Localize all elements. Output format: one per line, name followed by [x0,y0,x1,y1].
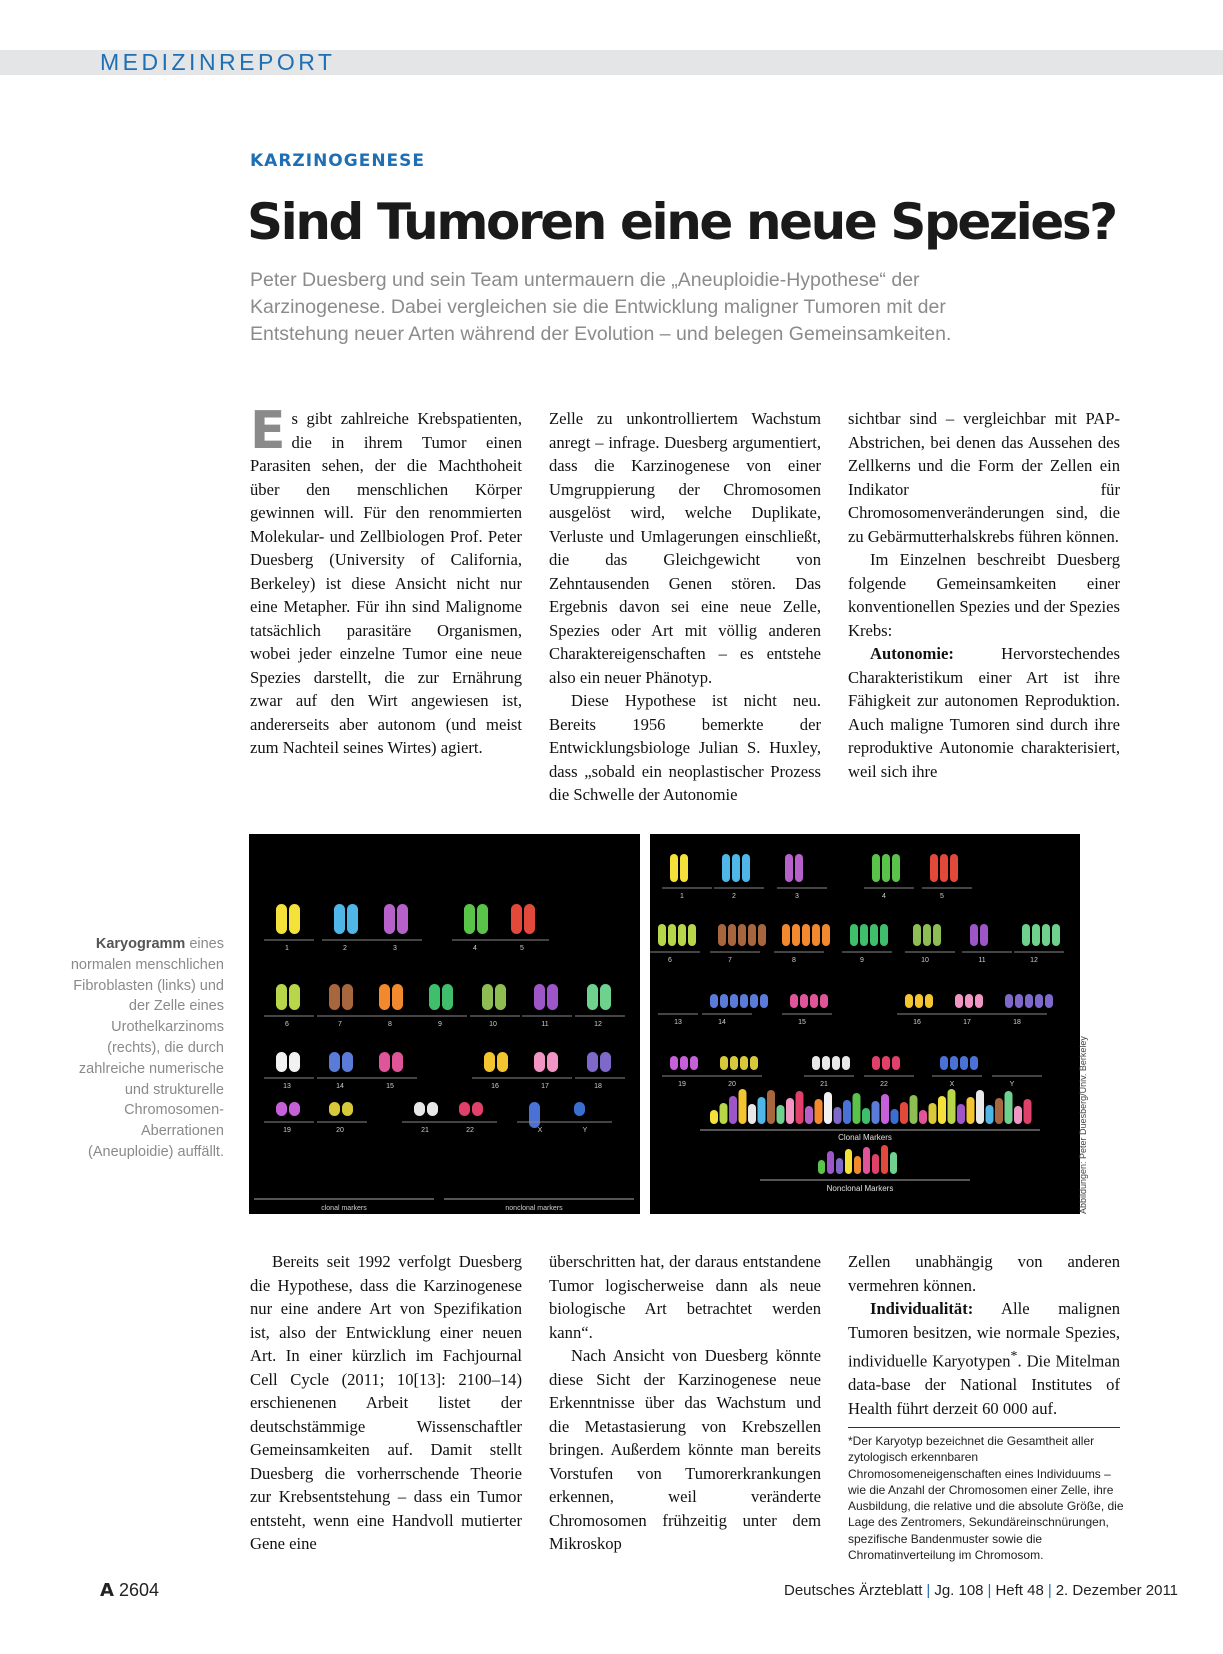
chromosome-shape [392,984,403,1010]
paragraph: Diese Hypothese ist nicht neu. Bereits 1956 bemerkte der Entwicklungsbiologe Julian S. Huxley, dass „sobald ein neoplastischer Prozess die Schwelle der Autonomie [549,691,821,804]
chromosome-shape [930,854,938,882]
chromosome-shape [740,994,748,1008]
marker-chromosome [948,1089,956,1124]
image-credit: Abbildungen: Peter Duesberg/Univ. Berkeley [1078,1036,1088,1214]
chromosome-shape [414,1102,425,1116]
issue-date: 2. Dezember 2011 [1055,1582,1179,1599]
chromosome-shape [379,1052,390,1072]
chromosome-shape [442,984,453,1010]
chromosome-shape [810,994,818,1008]
nonclonal-markers-label: Nonclonal Markers [826,1184,894,1193]
chromosome-shape [587,984,598,1010]
chromosome-label: 14 [718,1019,726,1026]
chromosome-label: 5 [520,945,524,952]
body-column-1 [250,401,522,760]
chromosome-label: 17 [963,1019,971,1026]
marker-chromosome [834,1107,842,1124]
chromosome-shape [534,984,545,1010]
marker-chromosome [986,1105,994,1124]
chromosome-label: 12 [594,1021,602,1028]
marker-chromosome [777,1105,785,1124]
chromosome-shape [820,994,828,1008]
chromosome-shape [790,994,798,1008]
chromosome-shape [748,924,756,946]
chromosome-label: 5 [940,893,944,900]
marker-chromosome [910,1095,918,1124]
marker-chromosome [845,1149,852,1174]
marker-chromosome [710,1110,718,1124]
chromosome-shape [600,984,611,1010]
chromosome-shape [950,1056,958,1070]
chromosome-label: 9 [438,1021,442,1028]
chromosome-shape [738,924,746,946]
chromosome-shape [785,854,793,882]
marker-chromosome [748,1104,756,1124]
marker-chromosome [881,1094,889,1124]
marker-chromosome [796,1091,804,1124]
chromosome-shape [812,924,820,946]
chromosome-shape [892,854,900,882]
marker-chromosome [863,1147,870,1174]
chromosome-shape [892,1056,900,1070]
marker-chromosome [720,1103,728,1124]
chromosome-shape [822,924,830,946]
chromosome-shape [276,904,287,934]
marker-chromosome [919,1110,927,1124]
paragraph: Bereits seit 1992 verfolgt Duesberg die Hypothese, dass die Karzinogenese nur eine andere Art von Spezifikation ist, also der Entwicklung einer neuen Art. In einer kürzlich im Fachjournal Cell Cycle (2011; 10[13]: 2100–14) erschienenen Arbeit listet der deutschstämmige Wissenschaftler Gemeinsamkeiten auf. Damit stellt Duesberg die vorherrschende Theorie zur Krebsentstehung – dass ein Tumor entsteht, wenn eine Handvoll mutierter Gene eine [250,1252,522,1553]
chromosome-label: 16 [491,1083,499,1090]
drop-cap: E [250,401,286,461]
chromosome-shape [459,1102,470,1116]
chromosome-label: 13 [283,1083,291,1090]
chromosome-shape [870,924,878,946]
chromosome-shape [511,904,522,934]
chromosome-label: 11 [978,957,986,964]
chromosome-label: X [537,1127,543,1134]
chromosome-shape [722,854,730,882]
chromosome-shape [678,924,686,946]
chromosome-label: 2 [343,945,347,952]
chromosome-shape [1052,924,1060,946]
marker-chromosome [739,1089,747,1124]
chromosome-shape [276,984,287,1010]
chromosome-shape [720,1056,728,1070]
chromosome-shape [574,1102,585,1116]
marker-chromosome [1014,1106,1022,1124]
chromosome-shape [832,1056,840,1070]
chromosome-shape [289,1052,300,1072]
marker-chromosome [836,1158,843,1174]
chromosome-shape [980,924,988,946]
chromosome-shape [690,1056,698,1070]
chromosome-shape [750,1056,758,1070]
paragraph: Im Einzelnen beschreibt Duesberg folgende Gemeinsamkeiten einer konventionellen Spezies und der Spezies Krebs: [848,550,1120,640]
paragraph-text: . Die Mitelman data-base der National Institutes of Health führt derzeit 60 000 auf. [848,1351,1120,1418]
chromosome-shape [822,1056,830,1070]
chromosome-shape [925,994,933,1008]
body-column-4 [250,1250,522,1556]
chromosome-shape [782,924,790,946]
paragraph: überschritten hat, der daraus entstandene Tumor logischerweise dann als neue biologische Art betrachtet werden kann“. [549,1252,821,1342]
chromosome-shape [1032,924,1040,946]
chromosome-shape [529,1102,540,1128]
chromosome-shape [670,854,678,882]
chromosome-shape [1045,994,1053,1008]
marker-chromosome [929,1103,937,1124]
paragraph [848,642,1120,783]
chromosome-label: 20 [728,1081,736,1088]
paragraph: Zelle zu unkontrolliertem Wachstum anregt – infrage. Duesberg argumentiert, dass die Karzinogenese von einer Umgruppierung der Chromosomen ausgelöst wird, welche Duplikate, Verluste und Umlagerungen einschließt, die das Gleichgewicht von Zehntausenden Genen stören. Das Ergebnis davon sei eine neue Zelle, Spezies oder Art mit völlig anderen Charaktereigenschaften – es entstehe also ein neuer Phänotyp. [549,409,821,687]
chromosome-shape [970,924,978,946]
chromosome-shape [795,854,803,882]
chromosome-label: 4 [882,893,886,900]
chromosome-shape [872,1056,880,1070]
chromosome-label: 22 [466,1127,474,1134]
chromosome-label: 12 [1030,957,1038,964]
chromosome-shape [965,994,973,1008]
chromosome-shape [882,854,890,882]
karyogram-normal-svg [249,834,640,1214]
marker-chromosome [767,1090,775,1124]
chromosome-shape [1035,994,1043,1008]
chromosome-shape [587,1052,598,1072]
paragraph [250,401,522,760]
chromosome-label: 19 [678,1081,686,1088]
chromosome-shape [427,1102,438,1116]
term: Autonomie: [870,644,954,663]
marker-chromosome [881,1145,888,1174]
chromosome-shape [497,1052,508,1072]
chromosome-shape [802,924,810,946]
marker-chromosome [957,1104,965,1124]
caption-term: Karyogramm [95,936,186,952]
chromosome-label: 9 [860,957,864,964]
chromosome-shape [392,1052,403,1072]
marker-chromosome [938,1096,946,1124]
article-headline: Sind Tumoren eine neue Spezies? [247,193,1116,251]
chromosome-shape [718,924,726,946]
chromosome-shape [680,854,688,882]
chromosome-shape [792,924,800,946]
chromosome-shape [750,994,758,1008]
chromosome-shape [482,984,493,1010]
chromosome-shape [905,994,913,1008]
chromosome-shape [923,924,931,946]
marker-chromosome [843,1100,851,1124]
chromosome-shape [472,1102,483,1116]
chromosome-label: 18 [594,1083,602,1090]
term: Individualität: [870,1299,974,1318]
chromosome-shape [289,984,300,1010]
body-column-5 [549,1250,821,1556]
chromosome-shape [342,1052,353,1072]
issue: Heft 48 [995,1582,1044,1599]
chromosome-label: 7 [728,957,732,964]
chromosome-shape [670,1056,678,1070]
chromosome-shape [860,924,868,946]
nonclonal-markers-label: nonclonal markers [505,1205,563,1212]
chromosome-shape [740,1056,748,1070]
chromosome-shape [760,994,768,1008]
chromosome-label: 3 [393,945,397,952]
chromosome-label: Y [582,1127,588,1134]
chromosome-label: 11 [541,1021,549,1028]
chromosome-label: 6 [668,957,672,964]
chromosome-shape [1042,924,1050,946]
section-label: MEDIZINREPORT [100,49,336,75]
marker-chromosome [891,1109,899,1124]
chromosome-shape [342,984,353,1010]
chromosome-shape [880,924,888,946]
chromosome-shape [477,904,488,934]
caption-text: eines normalen menschlichen Fibroblasten (links) und der Zelle eines Urothelkarzinoms (rechts), die durch zahlreiche numerische und strukturelle Chromosomen-Aberrationen (Aneuploidie) auffällt. [70,936,224,1160]
chromosome-shape [758,924,766,946]
chromosome-shape [668,924,676,946]
paragraph: sichtbar sind – vergleichbar mit PAP-Abstrichen, bei denen das Aussehen des Zellkerns und die Form der Zellen ein Indikator für Chromosomenveränderungen sind, die zu Gebärmutterhalskrebs führen können. [848,409,1120,546]
chromosome-label: 3 [795,893,799,900]
footer-publication: Deutsches Ärzteblatt | Jg. 108 | Heft 48 | 2. Dezember 2011 [784,1582,1179,1599]
chromosome-shape [547,984,558,1010]
body-column-3 [848,407,1120,783]
chromosome-shape [547,1052,558,1072]
chromosome-shape [495,984,506,1010]
chromosome-label: 18 [1013,1019,1021,1026]
chromosome-shape [940,854,948,882]
chromosome-label: 8 [388,1021,392,1028]
marker-chromosome [815,1099,823,1124]
chromosome-label: 15 [798,1019,806,1026]
chromosome-shape [329,1102,340,1116]
chromosome-shape [334,904,345,934]
marker-chromosome [967,1097,975,1124]
paragraph-text: Hervorstechendes Charakteristikum einer Art ist ihre Fähigkeit zur autonomen Reproduktion. Auch maligne Tumoren sind durch ihre reproduktive Autonomie charakterisiert, weil sich ihre [848,644,1120,781]
paragraph: Nach Ansicht von Duesberg könnte diese Sicht der Karzinogenese neue Erkenntnisse über das Wachstum und die Metastasierung von Krebszellen bringen. Außerdem könnte man bereits Vorstufen von Tumorerkrankungen erkennen, weil veränderte Chromosomen frühzeitig unter dem Mikroskop [549,1346,821,1553]
chromosome-label: 10 [921,957,929,964]
chromosome-shape [600,1052,611,1072]
chromosome-shape [872,854,880,882]
chromosome-shape [329,984,340,1010]
chromosome-shape [742,854,750,882]
clonal-markers-label: clonal markers [321,1205,367,1212]
chromosome-label: 16 [913,1019,921,1026]
marker-chromosome [853,1093,861,1124]
paragraph-text: s gibt zahlreiche Krebspatienten, die in ihrem Tumor einen Parasiten sehen, der die Machthoheit über den menschlichen Körper gewinnen will. Für den renommierten Molekular- und Zellbiologen Prof. Peter Duesberg (University of California, Berkeley) ist diese Ansicht nicht nur eine Metapher. Für ihn sind Malignome tatsächlich parasitäre Organismen, wobei jeder einzelne Tumor eine neue Spezies darstellt, die zur Ernährung zwar auf den Wirt angewiesen ist, andererseits aber autonom (und meist zum Nachteil seines Wirtes) agiert. [250,409,522,757]
chromosome-shape [342,1102,353,1116]
chromosome-shape [732,854,740,882]
marker-chromosome [862,1108,870,1124]
chromosome-shape [933,924,941,946]
chromosome-shape [950,854,958,882]
chromosome-shape [397,904,408,934]
page-number-value: 2604 [118,1580,159,1600]
page-number [100,1580,159,1601]
body-column-6 [848,1250,1120,1420]
footnote-marker: * [1010,1348,1018,1363]
marker-chromosome [786,1098,794,1124]
footnote-rule [848,1427,1120,1428]
lead-line: Karzinogenese. Dabei vergleichen sie die Entwicklung maligner Tumoren mit der [250,296,946,318]
chromosome-shape [524,904,535,934]
chromosome-shape [329,1052,340,1072]
chromosome-shape [728,924,736,946]
chromosome-label: 2 [732,893,736,900]
chromosome-label: 21 [421,1127,429,1134]
clonal-markers-label: Clonal Markers [838,1133,892,1142]
chromosome-shape [680,1056,688,1070]
marker-chromosome [827,1151,834,1174]
chromosome-label: 19 [283,1127,291,1134]
chromosome-label: 1 [680,893,684,900]
marker-chromosome [1024,1099,1032,1124]
chromosome-label: Y [1009,1081,1015,1088]
chromosome-shape [276,1052,287,1072]
marker-chromosome [1005,1091,1013,1124]
chromosome-shape [915,994,923,1008]
chromosome-shape [720,994,728,1008]
chromosome-label: 1 [285,945,289,952]
chromosome-shape [882,1056,890,1070]
chromosome-shape [347,904,358,934]
chromosome-shape [710,994,718,1008]
karyogram-normal-figure [249,834,640,1214]
chromosome-shape [276,1102,287,1116]
chromosome-shape [429,984,440,1010]
chromosome-shape [1015,994,1023,1008]
chromosome-label: 21 [820,1081,828,1088]
chromosome-shape [384,904,395,934]
marker-chromosome [758,1097,766,1124]
marker-chromosome [729,1096,737,1124]
chromosome-label: 13 [674,1019,682,1026]
chromosome-shape [688,924,696,946]
chromosome-shape [913,924,921,946]
chromosome-shape [812,1056,820,1070]
article-kicker: KARZINOGENESE [250,151,426,171]
chromosome-shape [730,994,738,1008]
chromosome-label: 20 [336,1127,344,1134]
footnote: *Der Karyotyp bezeichnet die Gesamtheit aller zytologisch erkennbaren Chromosomeneigenschaften eines Individuums – wie die Anzahl der Chromosomen einer Zelle, ihre Ausbildung, die relative und die absolute Größe, die Lage des Zentromers, Sekundäreinschnürungen, spezifische Bandenmuster sowie die Chromatinverteilung im Chromosom. [848,1434,1124,1563]
marker-chromosome [976,1090,984,1124]
chromosome-shape [289,1102,300,1116]
chromosome-shape [955,994,963,1008]
marker-chromosome [824,1092,832,1124]
chromosome-label: 6 [285,1021,289,1028]
chromosome-shape [730,1056,738,1070]
chromosome-label: 22 [880,1081,888,1088]
paragraph: Zellen unabhängig von anderen vermehren können. [848,1252,1120,1295]
karyogram-tumor-svg [650,834,1080,1214]
chromosome-shape [1005,994,1013,1008]
chromosome-label: 10 [489,1021,497,1028]
chromosome-label: 7 [338,1021,342,1028]
chromosome-shape [658,924,666,946]
marker-chromosome [872,1101,880,1124]
chromosome-label: 4 [473,945,477,952]
body-column-2 [549,407,821,807]
chromosome-label: 15 [386,1083,394,1090]
marker-chromosome [854,1156,861,1174]
chromosome-label: 8 [792,957,796,964]
chromosome-shape [289,904,300,934]
chromosome-shape [1022,924,1030,946]
marker-chromosome [900,1102,908,1124]
chromosome-shape [940,1056,948,1070]
marker-chromosome [995,1098,1003,1124]
chromosome-label: X [949,1081,955,1088]
journal-name: Deutsches Ärzteblatt [784,1582,923,1599]
lead-line: Peter Duesberg und sein Team untermauern die „Aneuploidie-Hypothese“ der [250,269,920,291]
chromosome-shape [850,924,858,946]
chromosome-shape [960,1056,968,1070]
chromosome-shape [464,904,475,934]
article-lead [250,267,1110,348]
figure-caption [60,934,224,1163]
karyogram-tumor-figure [650,834,1080,1214]
chromosome-shape [975,994,983,1008]
marker-chromosome [890,1152,897,1174]
volume: Jg. 108 [934,1582,984,1599]
page-prefix: A [100,1580,114,1601]
lead-line: Entstehung neuer Arten während der Evolution – und belegen Gemeinsamkeiten. [250,323,952,345]
chromosome-shape [484,1052,495,1072]
chromosome-label: 14 [336,1083,344,1090]
chromosome-shape [800,994,808,1008]
marker-chromosome [805,1106,813,1124]
chromosome-label: 17 [541,1083,549,1090]
paragraph-text: Alle malignen Tumoren besitzen, wie normale Spezies, individuelle Karyotypen [848,1299,1120,1371]
marker-chromosome [818,1160,825,1174]
marker-chromosome [872,1154,879,1174]
chromosome-shape [1025,994,1033,1008]
chromosome-shape [842,1056,850,1070]
paragraph [848,1297,1120,1420]
chromosome-shape [534,1052,545,1072]
chromosome-shape [379,984,390,1010]
chromosome-shape [970,1056,978,1070]
